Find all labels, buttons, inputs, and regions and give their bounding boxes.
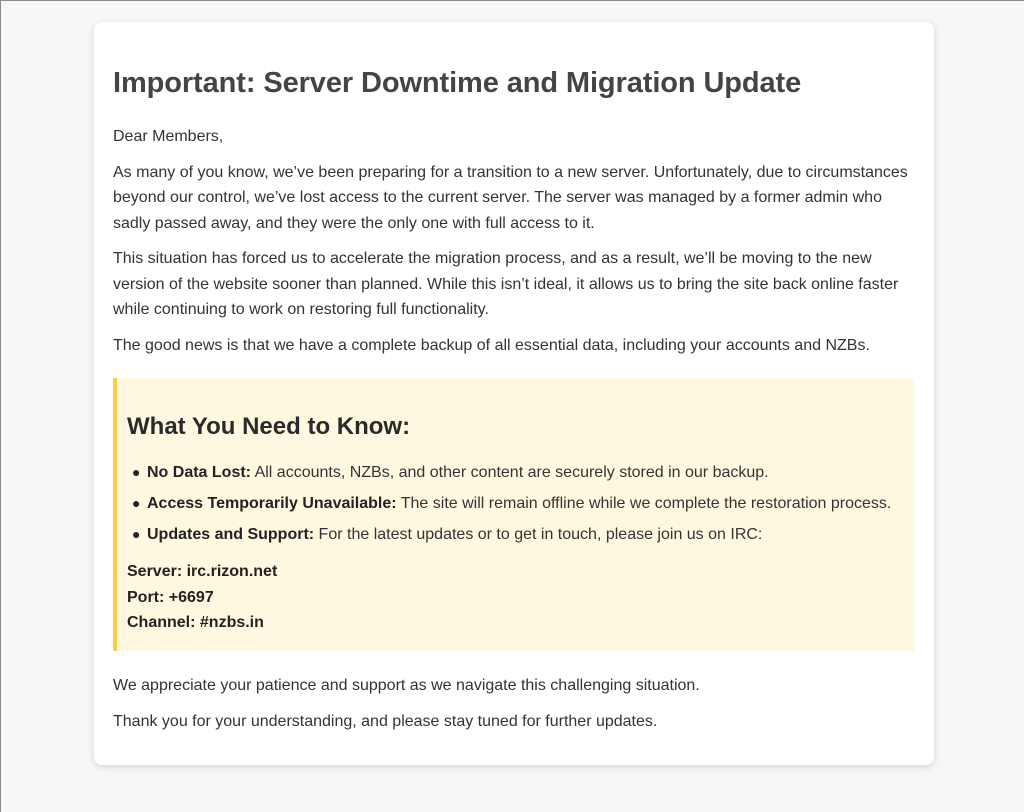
list-item-label: No Data Lost: — [147, 464, 251, 481]
list-item-no-data-lost — [132, 462, 896, 483]
irc-server: Server: irc.rizon.net — [127, 563, 278, 580]
info-callout — [113, 378, 914, 651]
irc-port: Port: +6697 — [127, 588, 214, 606]
irc-channel: Channel: #nzbs.in — [127, 614, 264, 631]
bullet-icon: ● — [132, 464, 141, 480]
paragraph-intro: As many of you know, we’ve been preparing for a transition to a new server. Unfortunately, due to circumstances beyond our control, we’ve lost access to the current server. The server was managed by a former admin who sadly passed away, and they were the only one with full access to it. — [113, 163, 908, 232]
callout-list — [127, 462, 896, 545]
page-title: Important: Server Downtime and Migration Update — [113, 67, 802, 99]
bullet-icon: ● — [132, 495, 141, 511]
list-item-text: All accounts, NZBs, and other content are securely stored in our backup. — [251, 464, 769, 481]
closing-thanks: Thank you for your understanding, and please stay tuned for further updates. — [113, 712, 658, 730]
list-item-text: The site will remain offline while we complete the restoration process. — [396, 495, 892, 512]
list-item-updates — [132, 524, 896, 545]
list-item-access — [132, 493, 896, 514]
paragraph-backup: The good news is that we have a complete backup of all essential data, including your accounts and NZBs. — [113, 336, 870, 354]
list-item-label: Access Temporarily Unavailable: — [147, 495, 397, 512]
list-item-label: Updates and Support: — [147, 526, 315, 543]
callout-heading: What You Need to Know: — [127, 413, 411, 440]
bullet-icon: ● — [132, 526, 141, 542]
irc-details — [127, 559, 896, 636]
announcement-card — [94, 22, 934, 765]
closing-appreciation: We appreciate your patience and support as we navigate this challenging situation. — [113, 677, 700, 694]
list-item-text: For the latest updates or to get in touch, please join us on IRC: — [314, 526, 763, 543]
paragraph-migration: This situation has forced us to accelerate the migration process, and as a result, we’ll be moving to the new version of the website sooner than planned. While this isn’t ideal, it allows us to bring the site back online faster while continuing to work on restoring full functionality. — [113, 250, 899, 318]
greeting: Dear Members, — [113, 128, 224, 145]
